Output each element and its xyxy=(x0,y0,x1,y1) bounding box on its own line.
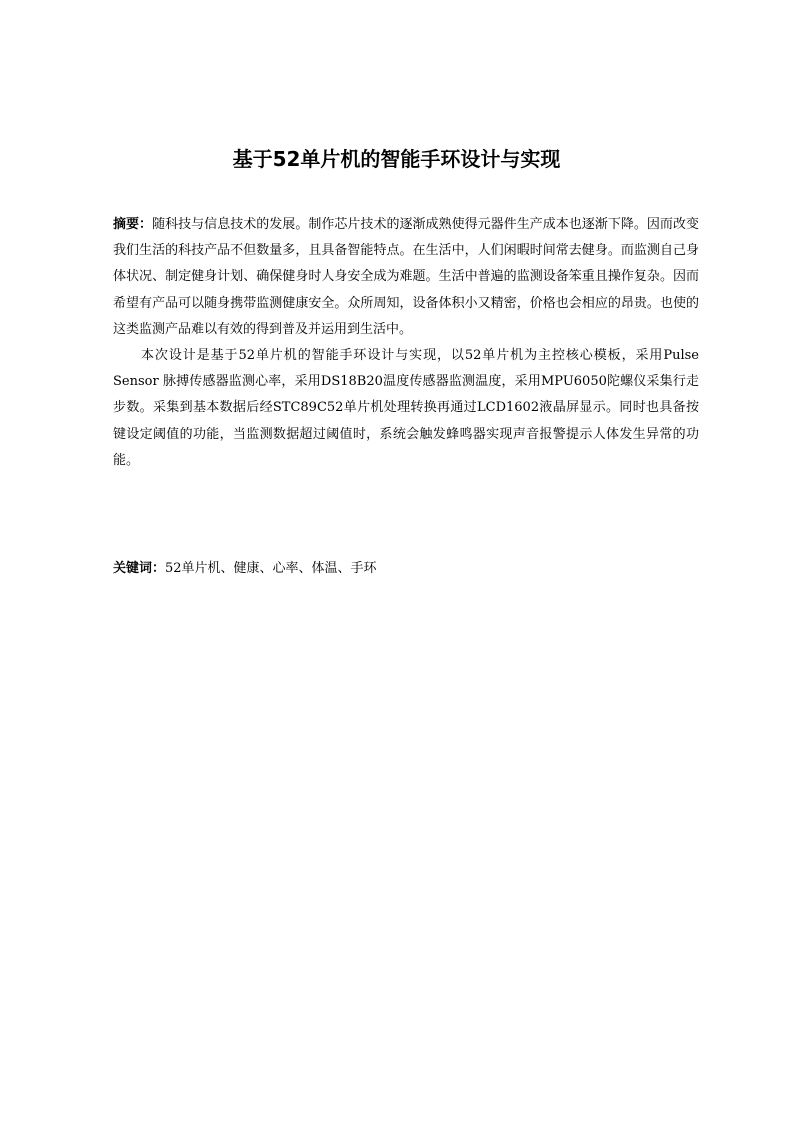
abstract-paragraph-2: 本次设计是基于52单片机的智能手环设计与实现，以52单片机为主控核心模板，采用Pulse Sensor 脉搏传感器监测心率，采用DS18B20温度传感器监测温度，采用MPU6050陀螺仪采集行走步数。采集到基本数据后经STC89C52单片机处理转换再通过LCD1602液晶屏显示。同时也具备按键设定阈值的功能，当监测数据超过阈值时，系统会触发蜂鸣器实现声音报警提示人体发生异常的功能。 xyxy=(113,348,699,468)
keywords-section xyxy=(113,556,699,582)
page-title: 基于52单片机的智能手环设计与实现 xyxy=(232,147,561,171)
abstract-section xyxy=(113,212,699,474)
keywords-label: 关键词： xyxy=(113,561,166,576)
abstract-label: 摘要： xyxy=(113,217,153,232)
abstract-paragraph-1 xyxy=(113,212,699,343)
keywords-text: 52单片机、健康、心率、体温、手环 xyxy=(165,561,377,576)
abstract-text-1: 随科技与信息技术的发展。制作芯片技术的逐渐成熟使得元器件生产成本也逐渐下降。因而改变我们生活的科技产品不但数量多，且具备智能特点。在生活中，人们闲暇时间常去健身。而监测自己身体状况、制定健身计划、确保健身时人身安全成为难题。生活中普遍的监测设备笨重且操作复杂。因而希望有产品可以随身携带监测健康安全。众所周知，设备体积小又精密，价格也会相应的昂贵。也使的这类监测产品难以有效的得到普及并运用到生活中。 xyxy=(113,217,699,337)
